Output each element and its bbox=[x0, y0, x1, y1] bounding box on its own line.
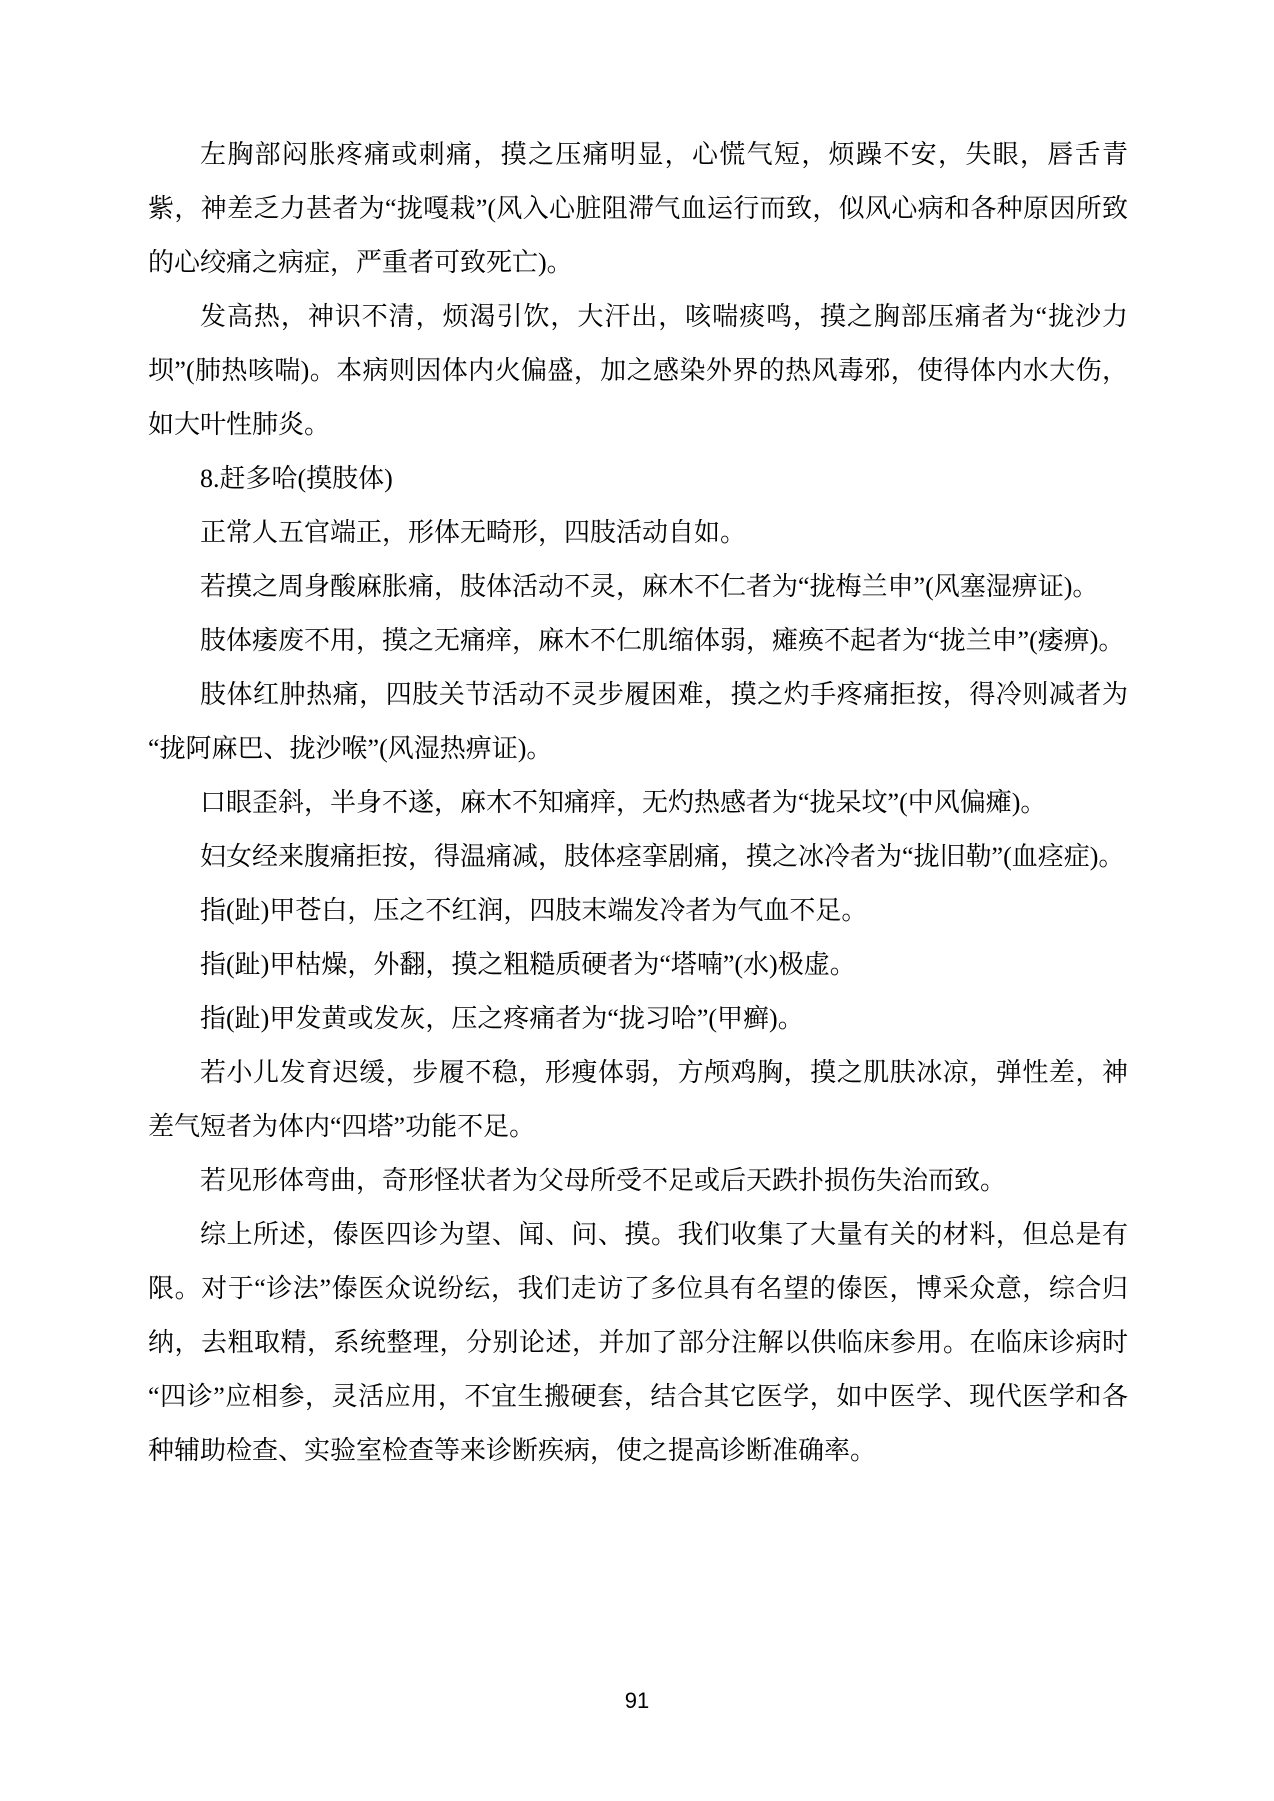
paragraph: 肢体红肿热痛，四肢关节活动不灵步履困难，摸之灼手疼痛拒按，得冷则减者为“拢阿麻巴、拢沙喉”(风湿热痹证)。 bbox=[148, 680, 1128, 763]
paragraph: 若见形体弯曲，奇形怪状者为父母所受不足或后天跌扑损伤失治而致。 bbox=[200, 1166, 1007, 1195]
paragraph: 综上所述，傣医四诊为望、闻、问、摸。我们收集了大量有关的材料，但总是有限。对于“诊法”傣医众说纷纭，我们走访了多位具有名望的傣医，博采众意，综合归纳，去粗取精，系统整理，分别论述，并加了部分注解以供临床参用。在临床诊病时“四诊”应相参，灵活应用，不宜生搬硬套，结合其它医学，如中医学、现代医学和各种辅助检查、实验室检查等来诊断疾病，使之提高诊断准确率。 bbox=[148, 1220, 1128, 1465]
paragraph: 左胸部闷胀疼痛或刺痛，摸之压痛明显，心慌气短，烦躁不安，失眼，唇舌青紫，神差乏力甚者为“拢嘎栽”(风入心脏阻滞气血运行而致，似风心病和各种原因所致的心绞痛之病症，严重者可致死亡)。 bbox=[148, 140, 1128, 277]
page-number: 91 bbox=[624, 1688, 650, 1713]
paragraph: 正常人五官端正，形体无畸形，四肢活动自如。 bbox=[200, 518, 747, 547]
paragraph: 若摸之周身酸麻胀痛，肢体活动不灵，麻木不仁者为“拢梅兰申”(风塞湿痹证)。 bbox=[200, 572, 1099, 601]
paragraph: 指(趾)甲苍白，压之不红润，四肢末端发冷者为气血不足。 bbox=[200, 896, 868, 925]
paragraph: 指(趾)甲枯燥，外翻，摸之粗糙质硬者为“塔喃”(水)极虚。 bbox=[200, 950, 856, 979]
section-heading-8: 8.赶多哈(摸肢体) bbox=[200, 464, 393, 493]
paragraph: 肢体痿废不用，摸之无痛痒，麻木不仁肌缩体弱，瘫痪不起者为“拢兰申”(痿痹)。 bbox=[200, 626, 1125, 655]
paragraph: 口眼歪斜，半身不遂，麻木不知痛痒，无灼热感者为“拢呆坟”(中风偏瘫)。 bbox=[200, 788, 1047, 817]
paragraph: 指(趾)甲发黄或发灰，压之疼痛者为“拢习哈”(甲癣)。 bbox=[200, 1004, 804, 1033]
text-body bbox=[148, 128, 1128, 1478]
paragraph: 若小儿发育迟缓，步履不稳，形瘦体弱，方颅鸡胸，摸之肌肤冰凉，弹性差，神差气短者为体内“四塔”功能不足。 bbox=[148, 1058, 1128, 1141]
paragraph: 妇女经来腹痛拒按，得温痛减，肢体痉挛剧痛，摸之冰冷者为“拢旧勒”(血痉症)。 bbox=[200, 842, 1125, 871]
paragraph: 发高热，神识不清，烦渴引饮，大汗出，咳喘痰鸣，摸之胸部压痛者为“拢沙力坝”(肺热咳喘)。本病则因体内火偏盛，加之感染外界的热风毒邪，使得体内水大伤，如大叶性肺炎。 bbox=[148, 302, 1128, 439]
